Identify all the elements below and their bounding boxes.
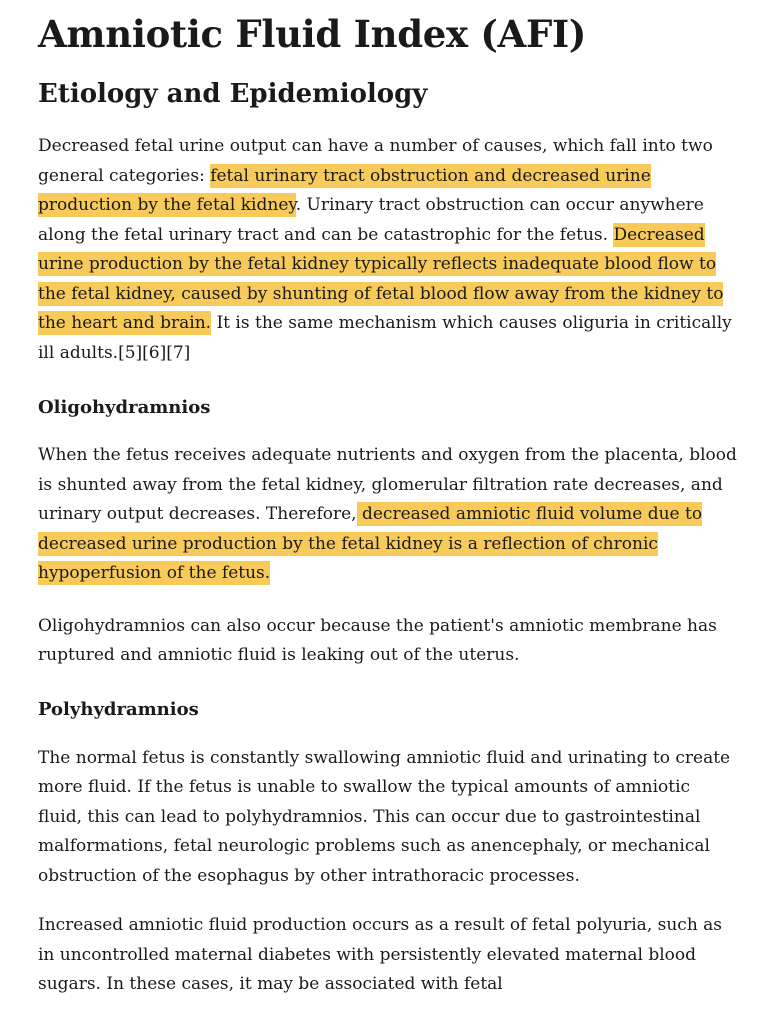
paragraph-oligo-rupture: Oligohydramnios can also occur because the patient's amniotic membrane has ruptured and amniotic fluid is leaking out of the uterus. xyxy=(38,615,717,665)
paragraph-text: When the fetus receives adequate nutrients and oxygen from the placenta, blood is shunted away from the fetal kidney, glomerular filtration rate decreases, and urinary output decreases. Therefore, xyxy=(38,445,737,524)
paragraph-poly-production: Increased amniotic fluid production occurs as a result of fetal polyuria, such as in uncontrolled maternal diabetes with persistently elevated maternal blood sugars. In these cases, it may be associated with fetal xyxy=(38,915,723,994)
highlighted-text: Decreased urine production by the fetal kidney typically reflects inadequate blood flow to the fetal kidney, caused by shunting of fetal blood flow away from the kidney to the heart and brain. xyxy=(38,224,724,333)
page-title: Amniotic Fluid Index (AFI) xyxy=(38,12,587,56)
subheading-polyhydramnios: Polyhydramnios xyxy=(38,698,199,720)
subheading-oligohydramnios: Oligohydramnios xyxy=(38,397,211,418)
section-heading: Etiology and Epidemiology xyxy=(38,79,428,109)
paragraph-text: It is the same mechanism which causes oliguria in critically ill adults.[5][6][7] xyxy=(38,313,732,363)
highlighted-text: decreased amniotic fluid volume due to decreased urine production by the fetal kidney is a reflection of chronic hypoperfusion of the fetus. xyxy=(38,504,703,583)
paragraph-oligo-perfusion xyxy=(38,441,738,589)
paragraph-text: Decreased fetal urine output can have a number of causes, which fall into two general categories: xyxy=(38,136,713,186)
paragraph-poly-swallowing: The normal fetus is constantly swallowing amniotic fluid and urinating to create more fluid. If the fetus is unable to swallow the typical amounts of amniotic fluid, this can lead to polyhydramnios. This can occur due to gastrointestinal malformations, fetal neurologic problems such as anencephaly, or mechanical obstruction of the esophagus by other intrathoracic processes. xyxy=(38,747,731,886)
document-page xyxy=(38,0,738,1000)
highlighted-text: fetal urinary tract obstruction and decreased urine production by the fetal kidney xyxy=(38,165,651,215)
paragraph-text: . Urinary tract obstruction can occur anywhere along the fetal urinary tract and can be catastrophic for the fetus. xyxy=(38,195,704,245)
paragraph-etiology xyxy=(38,132,738,368)
